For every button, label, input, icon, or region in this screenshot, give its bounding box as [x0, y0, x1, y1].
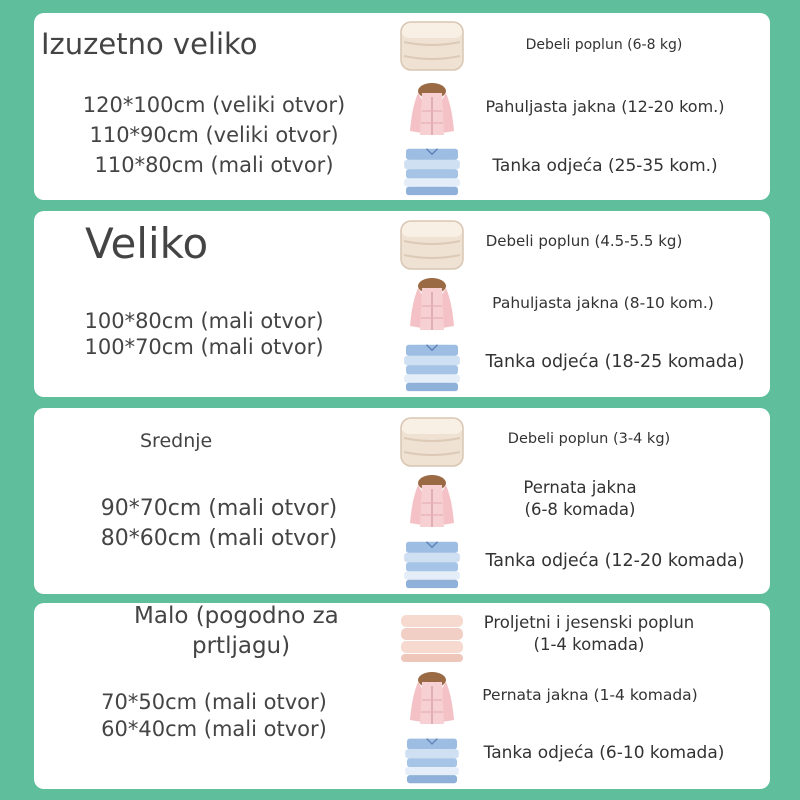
item-label: Tanka odjeća (6-10 komada) [483, 743, 725, 763]
category-title: Izuzetno veliko [41, 27, 258, 61]
size-option: 60*40cm (mali otvor) [101, 717, 327, 741]
size-option: 110*90cm (veliki otvor) [89, 123, 339, 147]
category-card-small [34, 603, 770, 789]
item-label: Pernata jakna (1-4 komada) [482, 686, 698, 704]
item-label: Pahuljasta jakna (12-20 kom.) [485, 97, 725, 116]
item-label: Pernata jakna [523, 478, 637, 497]
down-jacket-icon [398, 466, 466, 536]
down-jacket-icon [398, 77, 466, 141]
item-label: (6-8 komada) [524, 500, 636, 519]
item-label: Debeli poplun (6-8 kg) [525, 37, 683, 53]
item-label: Tanka odjeća (18-25 komada) [485, 352, 745, 372]
size-option: 70*50cm (mali otvor) [101, 690, 327, 714]
folded-clothes-icon [398, 341, 466, 393]
item-label: Tanka odjeća (12-20 komada) [485, 551, 745, 571]
category-title-line2: prtljagu) [192, 633, 291, 659]
size-option: 100*70cm (mali otvor) [84, 335, 324, 359]
category-title-line1: Malo (pogodno za [134, 603, 339, 629]
size-option: 80*60cm (mali otvor) [100, 526, 338, 551]
category-title: Srednje [140, 430, 213, 452]
category-title: Veliko [85, 219, 209, 268]
folded-clothes-icon [398, 145, 466, 197]
folded-clothes-icon [398, 538, 466, 590]
item-label: Proljetni i jesenski poplun [483, 613, 695, 632]
category-card-medium [34, 408, 770, 594]
size-option: 110*80cm (mali otvor) [94, 153, 334, 177]
size-option: 90*70cm (mali otvor) [100, 496, 338, 521]
size-option: 100*80cm (mali otvor) [84, 309, 324, 333]
item-label: (1-4 komada) [533, 635, 645, 654]
category-card-extra-large [34, 13, 770, 200]
item-label: Tanka odjeća (25-35 kom.) [492, 156, 718, 176]
quilt-icon [398, 18, 466, 74]
down-jacket-icon [398, 269, 466, 339]
size-option: 120*100cm (veliki otvor) [82, 93, 346, 117]
category-card-large [34, 211, 770, 397]
item-label: Pahuljasta jakna (8-10 kom.) [492, 294, 714, 312]
item-label: Debeli poplun (4.5-5.5 kg) [485, 232, 683, 250]
down-jacket-icon [398, 663, 466, 733]
item-label: Debeli poplun (3-4 kg) [507, 431, 671, 447]
